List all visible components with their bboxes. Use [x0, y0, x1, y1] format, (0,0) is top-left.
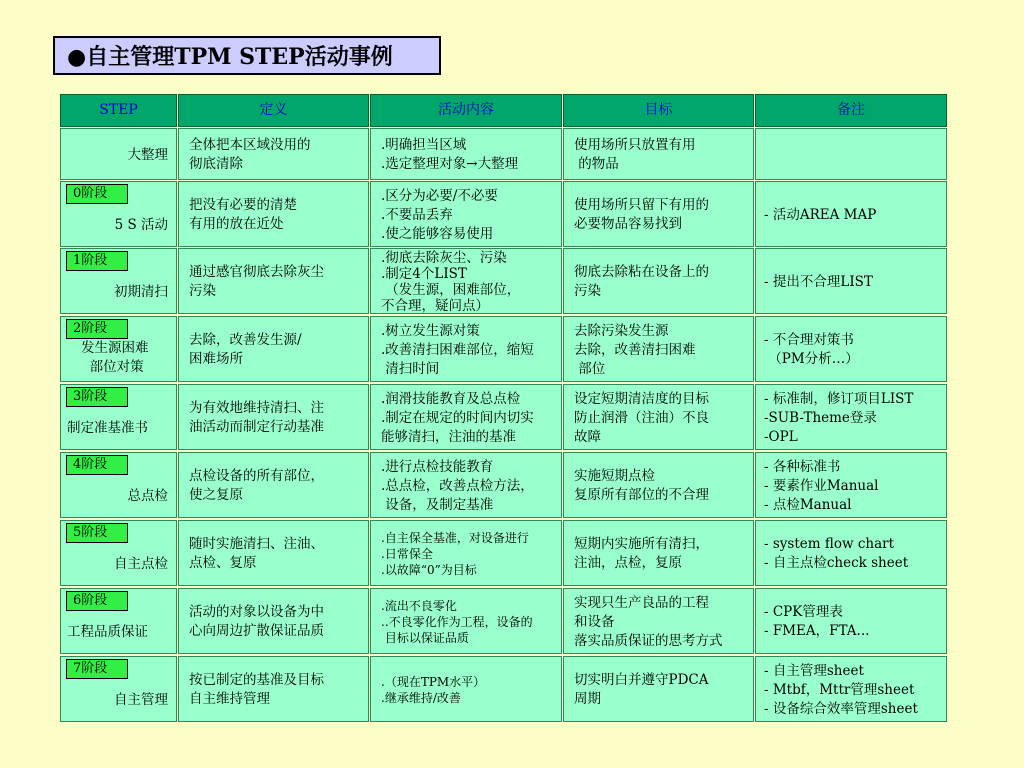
cell-activity [370, 656, 562, 722]
header-step: STEP [60, 94, 177, 127]
definition-text: 点检设备的所有部位， 使之复原 [189, 468, 324, 503]
cell-definition [178, 181, 369, 247]
cell-definition [178, 384, 369, 450]
goal-text: 彻底去除粘在设备上的 污染 [574, 264, 709, 299]
step-text: 自主管理 [114, 692, 168, 708]
note-text: - 活动AREA MAP [764, 206, 877, 223]
cell-step [60, 128, 177, 180]
cell-definition [178, 520, 369, 586]
goal-text: 短期内实施所有清扫， 注油，点检，复原 [574, 536, 709, 571]
goal-text: 切实明白并遵守PDCA 周期 [574, 672, 709, 707]
header-activity: 活动内容 [370, 94, 562, 127]
activity-text: .流出不良零化 ..不良零化作为工程，设备的 目标以保证品质 [381, 599, 533, 645]
cell-goal [563, 181, 754, 247]
note-text: - 提出不合理LIST [764, 273, 873, 290]
note-text: - system flow chart - 自主点检check sheet [764, 536, 909, 571]
definition-text: 把没有必要的清楚 有用的放在近处 [189, 197, 297, 232]
goal-text: 使用场所只留下有用的 必要物品容易找到 [574, 197, 709, 232]
page-title: ●自主管理TPM STEP活动事例 [53, 36, 441, 75]
activity-text: .区分为必要/不必要 .不要品丢弃 .使之能够容易使用 [381, 187, 498, 242]
stage-badge: 5阶段 [66, 523, 128, 543]
header-definition: 定义 [178, 94, 369, 127]
activity-text: .彻底去除灰尘、污染 .制定4个LIST （发生源，困难部位， 不合理，疑问点） [381, 250, 521, 314]
note-text: - CPK管理表 - FMEA，FTA... [764, 604, 870, 639]
cell-goal [563, 128, 754, 180]
cell-activity [370, 384, 562, 450]
note-text: - 自主管理sheet - Mtbf，Mttr管理sheet - 设备综合效率管理sheet [764, 662, 918, 717]
definition-text: 通过感官彻底去除灰尘 污染 [189, 264, 324, 299]
cell-goal [563, 316, 754, 382]
activity-text: .进行点检技能教育 .总点检，改善点检方法， 设备，及制定基准 [381, 458, 534, 513]
activity-text: .自主保全基准，对设备进行 .日常保全 .以故障“0”为目标 [381, 531, 529, 577]
definition-text: 全体把本区域没用的 彻底清除 [189, 137, 311, 172]
activity-text: .树立发生源对策 .改善清扫困难部位，缩短 清扫时间 [381, 322, 534, 377]
cell-activity [370, 452, 562, 518]
cell-note [755, 248, 947, 314]
stage-badge: 7阶段 [66, 659, 128, 679]
stage-badge: 4阶段 [66, 455, 128, 475]
goal-text: 实现只生产良品的工程 和设备 落实品质保证的思考方式 [574, 594, 723, 649]
cell-note [755, 588, 947, 654]
cell-goal [563, 656, 754, 722]
activity-text: .明确担当区域 .选定整理对象→大整理 [381, 137, 519, 172]
cell-note [755, 656, 947, 722]
cell-goal [563, 452, 754, 518]
definition-text: 随时实施清扫、注油、 点检、复原 [189, 536, 324, 571]
goal-text: 实施短期点检 复原所有部位的不合理 [574, 468, 709, 503]
header-goal: 目标 [563, 94, 754, 127]
note-text: - 标准制，修订项目LIST -SUB-Theme登录 -OPL [764, 390, 914, 445]
note-text: - 不合理对策书 （PM分析…） [764, 332, 859, 367]
step-text: 5 S 活动 [114, 217, 168, 233]
cell-goal [563, 384, 754, 450]
definition-text: 为有效地维持清扫、注 油活动而制定行动基准 [189, 400, 324, 435]
cell-goal [563, 248, 754, 314]
stage-badge: 2阶段 [66, 319, 128, 339]
cell-activity [370, 248, 562, 314]
cell-activity [370, 316, 562, 382]
cell-definition [178, 656, 369, 722]
cell-note [755, 452, 947, 518]
cell-note [755, 128, 947, 180]
cell-activity [370, 588, 562, 654]
step-text: 自主点检 [114, 556, 168, 572]
step-text: 大整理 [127, 146, 168, 163]
cell-goal [563, 520, 754, 586]
cell-note [755, 520, 947, 586]
cell-note [755, 316, 947, 382]
cell-definition [178, 248, 369, 314]
step-text: 工程品质保证 [67, 624, 148, 640]
step-text: 制定准基准书 [67, 420, 148, 436]
cell-goal [563, 588, 754, 654]
definition-text: 按已制定的基准及目标 自主维持管理 [189, 672, 324, 707]
step-text: 总点检 [127, 488, 168, 504]
cell-definition [178, 452, 369, 518]
cell-note [755, 384, 947, 450]
activity-text: .润滑技能教育及总点检 .制定在规定的时间内切实 能够清扫，注油的基准 [381, 390, 534, 445]
header-note: 备注 [755, 94, 947, 127]
definition-text: 去除，改善发生源/ 困难场所 [189, 332, 302, 367]
cell-definition [178, 128, 369, 180]
stage-badge: 0阶段 [66, 184, 128, 204]
cell-definition [178, 588, 369, 654]
cell-definition [178, 316, 369, 382]
stage-badge: 3阶段 [66, 387, 128, 407]
activity-text: .（现在TPM水平） .继承维持/改善 [381, 675, 486, 705]
cell-activity [370, 520, 562, 586]
goal-text: 去除污染发生源 去除，改善清扫困难 部位 [574, 322, 696, 377]
stage-badge: 1阶段 [66, 251, 128, 271]
note-text: - 各种标准书 - 要素作业Manual - 点检Manual [764, 458, 879, 513]
cell-activity [370, 181, 562, 247]
cell-activity [370, 128, 562, 180]
cell-note [755, 181, 947, 247]
definition-text: 活动的对象以设备为中 心向周边扩散保证品质 [189, 604, 324, 639]
goal-text: 设定短期清洁度的目标 防止润滑（注油）不良 故障 [574, 390, 709, 445]
step-text: 初期清扫 [114, 284, 168, 300]
step-text: 发生源困难 部位对策 [81, 340, 149, 375]
goal-text: 使用场所只放置有用 的物品 [574, 137, 696, 172]
stage-badge: 6阶段 [66, 591, 128, 611]
